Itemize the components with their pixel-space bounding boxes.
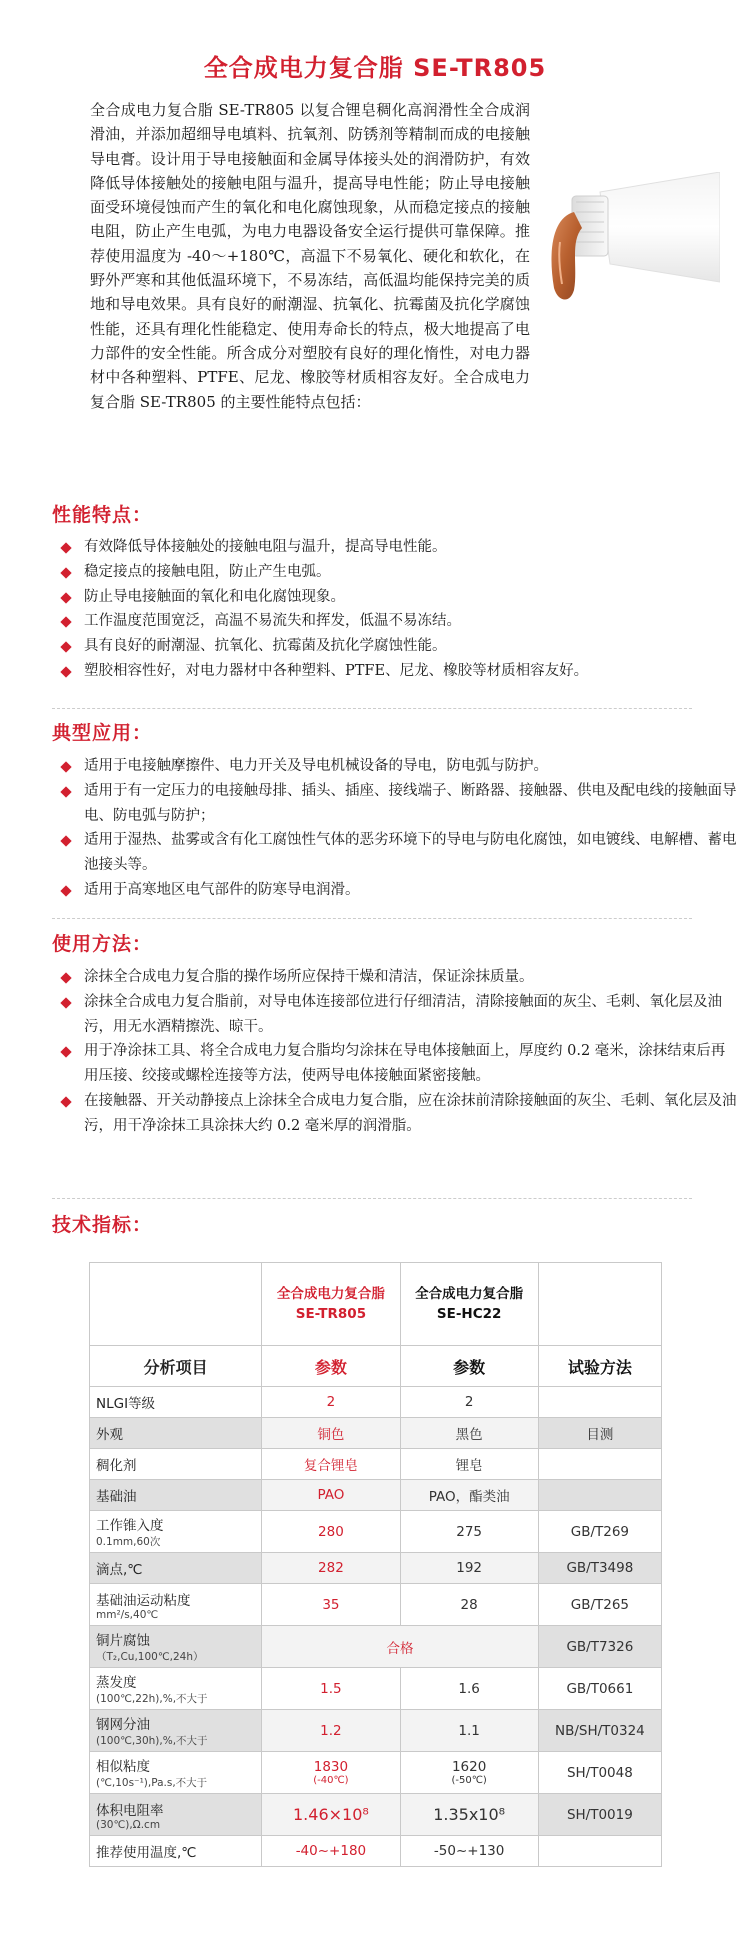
col-header-item: 分析项目 — [90, 1346, 262, 1387]
divider — [52, 918, 692, 919]
row-sublabel: mm²/s,40℃ — [96, 1608, 159, 1621]
value-product-2: 2 — [464, 1394, 474, 1410]
list-item: 适用于有一定压力的电接触母排、插头、插座、接线端子、断路器、接触器、供电及配电线的接触面导电、防电弧与防护； — [58, 779, 738, 829]
test-method: SH/T0048 — [538, 1752, 661, 1794]
product-image — [540, 172, 720, 328]
table-row — [90, 1480, 662, 1511]
value-product-1: 280 — [318, 1523, 344, 1540]
divider — [52, 1198, 692, 1199]
spec-table-body — [90, 1387, 662, 1867]
divider — [52, 708, 692, 709]
list-item: 用于净涂抹工具、将全合成电力复合脂均匀涂抹在导电体接触面上，厚度约 0.2 毫米，涂抹结束后再用压接、绞接或螺栓连接等方法，使两导电体接触面紧密接触。 — [58, 1039, 738, 1089]
value-product-1: 282 — [318, 1560, 344, 1576]
value-product-2: 黑色 — [455, 1427, 483, 1443]
test-method: GB/T3498 — [538, 1553, 661, 1584]
row-sublabel: （T₂,Cu,100℃,24h） — [96, 1651, 204, 1663]
value-product-1: 铜色 — [317, 1427, 345, 1443]
list-item: 防止导电接触面的氧化和电化腐蚀现象。 — [58, 585, 738, 610]
test-method — [538, 1387, 661, 1418]
value-product-1: 1.2 — [320, 1722, 342, 1739]
value-product-2: PAO，酯类油 — [428, 1489, 510, 1505]
value-product-1: 2 — [326, 1394, 336, 1410]
row-label: 相似粘度 — [96, 1759, 150, 1775]
table-row — [90, 1449, 662, 1480]
red-diamond-icon — [60, 642, 71, 653]
list-item: 在接触器、开关动静接点上涂抹全合成电力复合脂，应在涂抹前清除接触面的灰尘、毛刺、氧化层及油污，用干净涂抹工具涂抹大约 0.2 毫米厚的润滑脂。 — [58, 1089, 738, 1139]
row-label: 推荐使用温度,℃ — [96, 1845, 197, 1861]
row-label: 工作锥入度 — [96, 1518, 164, 1534]
red-diamond-icon — [60, 997, 71, 1008]
table-row — [90, 1511, 662, 1553]
list-item: 有效降低导体接触处的接触电阻与温升，提高导电性能。 — [58, 535, 738, 560]
test-method — [538, 1449, 661, 1480]
red-diamond-icon — [60, 836, 71, 847]
col-header-param1: 参数 — [262, 1346, 400, 1387]
usage-list — [58, 965, 738, 1139]
table-row — [90, 1836, 662, 1867]
red-diamond-icon — [60, 666, 71, 677]
intro-paragraph: 全合成电力复合脂 SE-TR805 以复合锂皂稠化高润滑性全合成润滑油，并添加超细导电填料、抗氧剂、防锈剂等精制而成的电接触导电膏。设计用于导电接触面和金属导体接头处的润滑防护，有效降低导体接触处的接触电阻与温升，提高导电性能；防止导电接触面受环境侵蚀而产生的氧化和电化腐蚀现象，从而稳定接点的接触电阻，防止产生电弧，为电力电器设备安全运行提供可靠保障。推荐使用温度为 -40～+180℃，高温下不易氧化、硬化和软化，在野外严寒和其他低温环境下，不易冻结，高低温均能保持完美的质地和导电效果。具有良好的耐潮湿、抗氧化、抗霉菌及抗化学腐蚀性能，还具有理化性能稳定、使用寿命长的特点，极大地提高了电力部件的安全性能。所含成分对塑胶有良好的理化惰性，对电力器材中各种塑料、PTFE、尼龙、橡胶等材质相容友好。全合成电力复合脂 SE-TR805 的主要性能特点包括： — [90, 101, 530, 411]
value-product-1: -40~+180 — [295, 1843, 367, 1859]
value-product-1: 1830 — [313, 1759, 349, 1775]
features-heading: 性能特点： — [52, 504, 153, 526]
row-label: 基础油 — [96, 1489, 137, 1505]
row-label: 体积电阻率 — [96, 1802, 164, 1819]
red-diamond-icon — [60, 1047, 71, 1058]
row-label: 蒸发度 — [96, 1675, 137, 1691]
list-item: 具有良好的耐潮湿、抗氧化、抗霉菌及抗化学腐蚀性能。 — [58, 634, 738, 659]
red-diamond-icon — [60, 617, 71, 628]
row-label: NLGI等级 — [96, 1396, 156, 1412]
table-row — [90, 1418, 662, 1449]
row-label: 基础油运动粘度 — [96, 1592, 191, 1609]
applications-heading: 典型应用： — [52, 722, 153, 744]
value-product-2: 192 — [456, 1560, 483, 1576]
test-method: GB/T7326 — [538, 1626, 661, 1668]
merged-value: 合格 — [262, 1626, 538, 1668]
test-method: SH/T0019 — [538, 1794, 661, 1836]
grease-tube-image — [540, 172, 720, 328]
value-note: (-50℃) — [451, 1775, 487, 1786]
list-item: 涂抹全合成电力复合脂前，对导电体连接部位进行仔细清洁，清除接触面的灰尘、毛刺、氧化层及油污，用无水酒精擦洗、晾干。 — [58, 990, 738, 1040]
list-item: 涂抹全合成电力复合脂的操作场所应保持干燥和清洁，保证涂抹质量。 — [58, 965, 738, 990]
red-diamond-icon — [60, 567, 71, 578]
product-2-name: 全合成电力复合脂 SE-HC22 — [415, 1286, 524, 1322]
row-label: 钢网分油 — [96, 1717, 150, 1733]
value-product-2: 1620 — [451, 1759, 487, 1775]
table-row — [90, 1752, 662, 1794]
test-method: GB/T265 — [538, 1584, 661, 1626]
row-sublabel: (100℃,22h),%,不大于 — [96, 1693, 208, 1705]
table-header-columns — [90, 1346, 662, 1387]
value-note: (-40℃) — [313, 1775, 349, 1786]
value-product-2: 1.1 — [458, 1722, 480, 1739]
red-diamond-icon — [60, 592, 71, 603]
col-header-param2: 参数 — [400, 1346, 538, 1387]
red-diamond-icon — [60, 885, 71, 896]
red-diamond-icon — [60, 761, 71, 772]
col-header-method: 试验方法 — [538, 1346, 661, 1387]
red-diamond-icon — [60, 1096, 71, 1107]
list-item: 工作温度范围宽泛，高温不易流失和挥发，低温不易冻结。 — [58, 609, 738, 634]
row-label: 稠化剂 — [96, 1458, 137, 1474]
value-product-1: 1.46×10⁸ — [293, 1805, 369, 1824]
table-row — [90, 1794, 662, 1836]
value-product-2: -50~+130 — [433, 1843, 505, 1859]
test-method: 目测 — [538, 1418, 661, 1449]
table-row — [90, 1387, 662, 1418]
table-header-products — [90, 1263, 662, 1346]
value-product-1: PAO — [317, 1487, 345, 1503]
applications-list — [58, 754, 738, 903]
test-method: NB/SH/T0324 — [538, 1710, 661, 1752]
row-label: 滴点,℃ — [96, 1562, 143, 1578]
table-row — [90, 1584, 662, 1626]
list-item: 稳定接点的接触电阻，防止产生电弧。 — [58, 560, 738, 585]
table-row — [90, 1553, 662, 1584]
row-sublabel: 0.1mm,60次 — [96, 1536, 161, 1548]
value-product-2: 28 — [460, 1596, 478, 1613]
row-label: 外观 — [96, 1427, 123, 1443]
usage-heading: 使用方法： — [52, 933, 153, 955]
row-sublabel: (30℃),Ω.cm — [96, 1818, 161, 1831]
row-sublabel: (100℃,30h),%,不大于 — [96, 1735, 208, 1747]
page-title: 全合成电力复合脂 SE-TR805 — [203, 54, 547, 82]
value-product-2: 锂皂 — [455, 1458, 483, 1474]
test-method — [538, 1836, 661, 1867]
features-list — [58, 535, 738, 684]
value-product-2: 1.6 — [458, 1680, 480, 1697]
list-item: 适用于电接触摩擦件、电力开关及导电机械设备的导电，防电弧与防护。 — [58, 754, 738, 779]
product-1-name: 全合成电力复合脂 SE-TR805 — [276, 1286, 385, 1322]
specs-heading: 技术指标： — [52, 1214, 153, 1236]
list-item: 适用于高寒地区电气部件的防寒导电润滑。 — [58, 878, 738, 903]
red-diamond-icon — [60, 542, 71, 553]
red-diamond-icon — [60, 786, 71, 797]
value-product-1: 复合锂皂 — [303, 1458, 358, 1474]
table-row — [90, 1710, 662, 1752]
value-product-2: 1.35x10⁸ — [433, 1805, 506, 1824]
list-item: 适用于湿热、盐雾或含有化工腐蚀性气体的恶劣环境下的导电与防电化腐蚀，如电镀线、电解槽、蓄电池接头等。 — [58, 828, 738, 878]
list-item: 塑胶相容性好，对电力器材中各种塑料、PTFE、尼龙、橡胶等材质相容友好。 — [58, 659, 738, 684]
test-method: GB/T0661 — [538, 1668, 661, 1710]
value-product-1: 35 — [322, 1596, 340, 1613]
row-sublabel: (℃,10s⁻¹),Pa.s,不大于 — [96, 1777, 208, 1789]
table-row — [90, 1626, 662, 1668]
spec-table — [89, 1262, 662, 1867]
red-diamond-icon — [60, 972, 71, 983]
value-product-2: 275 — [456, 1523, 483, 1540]
test-method — [538, 1480, 661, 1511]
row-label: 铜片腐蚀 — [96, 1633, 150, 1649]
value-product-1: 1.5 — [320, 1680, 342, 1697]
table-row — [90, 1668, 662, 1710]
test-method: GB/T269 — [538, 1511, 661, 1553]
